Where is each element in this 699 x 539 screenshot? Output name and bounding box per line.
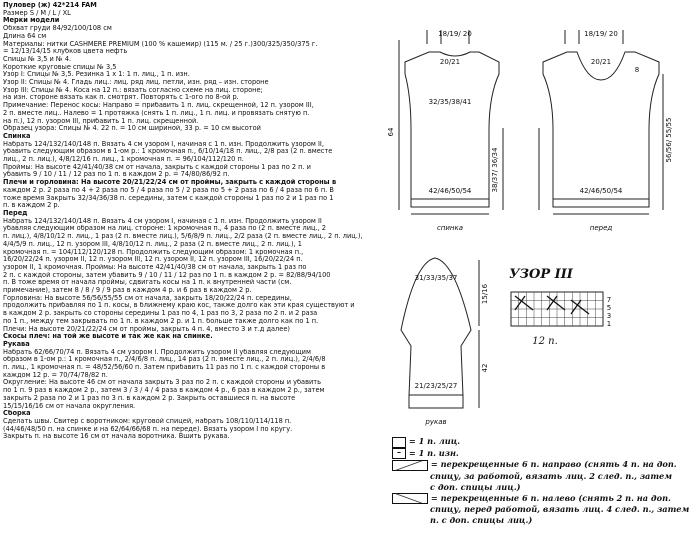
sleeve-caption: рукав xyxy=(425,418,447,426)
text-line: Пуловер (ж) 42*214 FAM xyxy=(3,2,97,9)
legend-cable-right: = перекрещенные 6 п. направо (снять 4 п. на доп. xyxy=(392,459,689,471)
text-line: на п.), 12 п. узором III, прибавить 1 п. лиц. скрещенной. xyxy=(3,117,199,125)
text-line: Материалы: нитки CASHMERE PREMIUM (100 % кашемир) (115 м. / 25 г.)300/325/350/375 г. xyxy=(3,40,318,48)
front-neck-label: 20/21 xyxy=(590,58,612,66)
text-line: Набрать 62/66/70/74 п. Вязать 4 см узором I. Продолжить узором II убавляя следующим xyxy=(3,348,311,356)
back-shoulder-label: 32/35/38/41 xyxy=(428,98,472,106)
text-line: продолжить прибавляя по 1 п. косы, в ближнему краю кос, также долго как эти края существуют и xyxy=(3,302,355,310)
text-line: узором II, 1 кромочная. Проймы: На высоте 42/41/40/38 см от начала, закрыть 1 раз по xyxy=(3,263,307,271)
text-line: Обхват груди 84/92/100/108 см xyxy=(3,25,112,33)
back-hem-label: 42/46/50/54 xyxy=(428,187,472,195)
legend-cable-left: = перекрещенные 6 п. налево (снять 2 п. на доп. xyxy=(392,493,689,505)
text-line: Закрыть п. на высоте 16 см от начала воротника. Вшить рукава. xyxy=(3,433,230,441)
text-line: = 12/13/14/15 клубков цвета нефть xyxy=(3,48,128,56)
text-line: Сборка xyxy=(3,410,31,418)
text-line: Длина 64 см xyxy=(3,32,47,40)
text-line: п. В тоже время от начала проймы, сдвигать косы на 1 п. к внутренней части (см. xyxy=(3,279,292,287)
text-line: Горловина: На высоте 56/56/55/55 см от начала, закрыть 18/20/22/24 п. середины, xyxy=(3,294,292,302)
sleeve-length-label: 42 xyxy=(481,363,489,373)
text-line: Образец узора: Спицы № 4. 22 п. = 10 см шириной, 33 р. = 10 см высотой xyxy=(3,125,261,133)
chart-width-label: 12 п. xyxy=(532,336,558,347)
back-arm-label: 38/37/ 36/34 xyxy=(491,147,499,193)
text-line: п. лиц.), 4/8/10/12 п. лиц., 1 раз (2 п. вместе лиц.), 5/6/8/9 п. лиц., 2/2 раза (2 п. вместе лиц., 2 п. лиц.), xyxy=(3,233,363,241)
text-line: убавить следующим образом в 1-ом р.: 1 кромочная п., 6/10/14/18 п. лиц., 2/8 раз (2 п. вместе xyxy=(3,148,333,156)
text-line: по 1 п. 9 раз в каждом 2 р., затем 3 / 3 / 4 / 4 раза в каждом 4 р., 6 раз в каждом 2 р., затем xyxy=(3,387,325,395)
text-line: примечание), затем 8 / 8 / 9 / 9 раз в каждом 4 р. и 6 раз в каждом 2 р. xyxy=(3,287,252,295)
text-line: Плечи и горловина: На высоте 20/21/22/24 см от проймы, закрыть с каждой стороны в xyxy=(3,179,337,187)
text-line: образом в 1-ом р.: 1 кромочная п., 2/4/6/8 п. лиц., 14 раз (2 п. вместе лиц., 2 п. лиц.), 2/4/6/8 xyxy=(3,356,326,364)
legend-plain: = 1 п. лиц. xyxy=(392,436,689,448)
text-line: Рукава xyxy=(3,340,30,348)
legend: = 1 п. лиц. – = 1 п. изн. = перекрещенные 6 п. направо (снять 4 п. на доп. спицу, за работой, вязать лиц. 2 след. п., затем с доп. спицы лиц.) = перекрещенные 6 п. налево (снять 2 п. на доп. спицу, перед работой, вязать лиц. 4 след. п., затем п. с доп. спицы лиц.) xyxy=(392,436,689,526)
text-line: 4/4/5/9 п. лиц., 12 п. узором III, 4/8/10/12 п. лиц., 2 раза (2 п. вместе лиц., 2 п. лиц.), 1 xyxy=(3,240,302,248)
text-line: Сделать швы. Свитер с воротником: круговой спицей, набрать 108/110/114/118 п. xyxy=(3,417,292,425)
back-caption: спинка xyxy=(436,224,464,232)
text-line: п. в каждом 2 р. xyxy=(3,202,60,210)
text-line: убавляя следующим образом на лиц. стороне: 1 кромочная п., 4 раза по (2 п. вместе лиц., 2 xyxy=(3,225,326,233)
text-line: (44/46/48/50 п. на спинке и на 62/64/66/68 п. на переде). Вязать узором I по кругу. xyxy=(3,425,293,433)
text-line: Узор III: Спицы № 4. Коса на 12 п.: вязать согласно схеме на лиц. стороне; xyxy=(3,86,263,94)
chart-row-1: 1 xyxy=(606,320,612,328)
instructions-text xyxy=(3,2,373,441)
text-line: Плечи: На высоте 20/21/22/24 см от проймы, закрыть 4 п. 4, вместо 3 и т.д далее) xyxy=(3,325,290,333)
front-height-label: 56/56/ 55/55 xyxy=(665,117,673,163)
text-line: Округление: На высоте 46 см от начала закрыть 3 раз по 2 п. с каждой стороны и убавить xyxy=(3,379,321,387)
text-line: Узор I: Спицы № 3,5. Резинка 1 х 1: 1 п. лиц., 1 п. изн. xyxy=(3,71,190,79)
text-line: 2 п. вместе лиц.. Налево = 1 протяжка (снять 1 п. лиц., 1 п. лиц. и провязать снятую п. xyxy=(3,109,310,117)
text-line: на изн. стороне вязать как п. смотрят. Повторять с 1-ого по 8-ой р. xyxy=(3,94,239,102)
front-hem-label: 42/46/50/54 xyxy=(579,187,623,195)
text-line: 16/20/22/24 п. узором II, 12 п. узором III, 12 п. узором II, 12 п. узором III, 16/20/22/24 п. xyxy=(3,256,303,264)
text-line: Скосы плеч: на той же высоте и так же как на спинке. xyxy=(3,333,213,341)
text-line: Спинка xyxy=(3,132,31,140)
front-top-mid: 18/19/ 20 xyxy=(584,30,618,38)
text-line: Узор II: Спицы № 4. Гладь лиц.: лиц. ряд лиц. петли, изн. ряд – изн. стороне xyxy=(3,79,269,87)
front-caption: перед xyxy=(589,224,613,232)
text-line: по 1 п., между тем закрывать по 1 п. в каждом 2 р. и 1 п. больше также долго как по 1 п. xyxy=(3,317,319,325)
text-line: Мерки модели xyxy=(3,17,60,25)
back-top-mid: 18/19/ 20 xyxy=(438,30,472,38)
text-line: каждом 2 р. 2 раза по 4 + 2 раза по 5 / 4 раза по 5 / 2 раза по 5 + 2 раза по 6 / 4 раза по 6 п. В xyxy=(3,186,334,194)
chart-row-5: 5 xyxy=(606,304,612,312)
text-line: 2 п. с каждой стороны, затем убавить 9 / 10 / 11 / 12 раз по 1 п. в каждом 2 р. = 82/88/94/100 xyxy=(3,271,331,279)
chart-row-7: 7 xyxy=(606,296,612,304)
back-outline xyxy=(405,52,499,207)
text-line: Набрать 124/132/140/148 п. Вязать 4 см узором I, начиная с 1 п. изн. Продолжить узором II, xyxy=(3,140,324,148)
text-line: лиц., 2 п. лиц.), 4/8/12/16 п. лиц., 1 кромочная п. = 96/104/112/120 п. xyxy=(3,156,244,164)
text-line: Перед xyxy=(3,209,28,217)
chart-row-3: 3 xyxy=(606,312,612,320)
text-line: Примечание: Перенос косы: Направо = прибавить 1 п. лиц. скрещенной, 12 п. узором III, xyxy=(3,102,314,110)
text-line: Набрать 124/132/140/148 п. Вязать 4 см узором I, начиная с 1 п. изн. Продолжить узором II xyxy=(3,217,322,225)
text-line: в каждом 2 р. закрыть со стороны середины 1 раз по 4, 1 раз по 3, 2 раза по 2 п. и 2 раза xyxy=(3,310,318,318)
sleeve-top-label: 31/33/35/37 xyxy=(414,274,458,282)
text-line: п. лиц., 1 кромочная п. = 48/52/56/60 п. Затем прибавить 11 раз по 1 п. с каждой стороны в xyxy=(3,364,326,372)
sleeve-cuff-label: 21/23/25/27 xyxy=(414,382,458,390)
text-line: каждом 12 р. = 70/74/78/82 п. xyxy=(3,371,108,379)
text-line: Проймы: На высоте 42/41/40/38 см от начала, закрыть с каждой стороны 1 раз по 2 п. и xyxy=(3,163,311,171)
legend-dash: – = 1 п. изн. xyxy=(392,448,689,460)
front-depth: 8 xyxy=(634,66,640,74)
text-line: тоже время Закрыть 32/34/36/38 п. середины, затем с каждой стороны 1 раз по 2 и 1 раз по 1 xyxy=(3,194,334,202)
chart-title: УЗОР III xyxy=(509,267,573,282)
text-line: кромочная п. = 104/112/120/128 п. Продолжить следующим образом: 1 кромочная п., xyxy=(3,248,304,256)
front-outline xyxy=(543,52,659,207)
back-total-label: 64 xyxy=(387,127,395,137)
text-line: Короткие круговые спицы № 3,5 xyxy=(3,63,117,71)
text-line: закрыть 2 раза по 2 и 1 раз по 3 п. в каждом 2 р. Закрыть оставшиеся п. на высоте xyxy=(3,394,296,402)
sleeve-cap-label: 15/16 xyxy=(481,283,489,305)
text-line: Размер S / M / L / XL xyxy=(3,9,71,17)
text-line: 15/15/16/16 см от начала округления. xyxy=(3,402,136,410)
back-neck-label: 20/21 xyxy=(439,58,461,66)
text-line: убавить 9 / 10 / 11 / 12 раз по 1 п. в каждом 2 р. = 74/80/86/92 п. xyxy=(3,171,230,179)
text-line: Спицы № 3,5 и № 4. xyxy=(3,55,72,63)
